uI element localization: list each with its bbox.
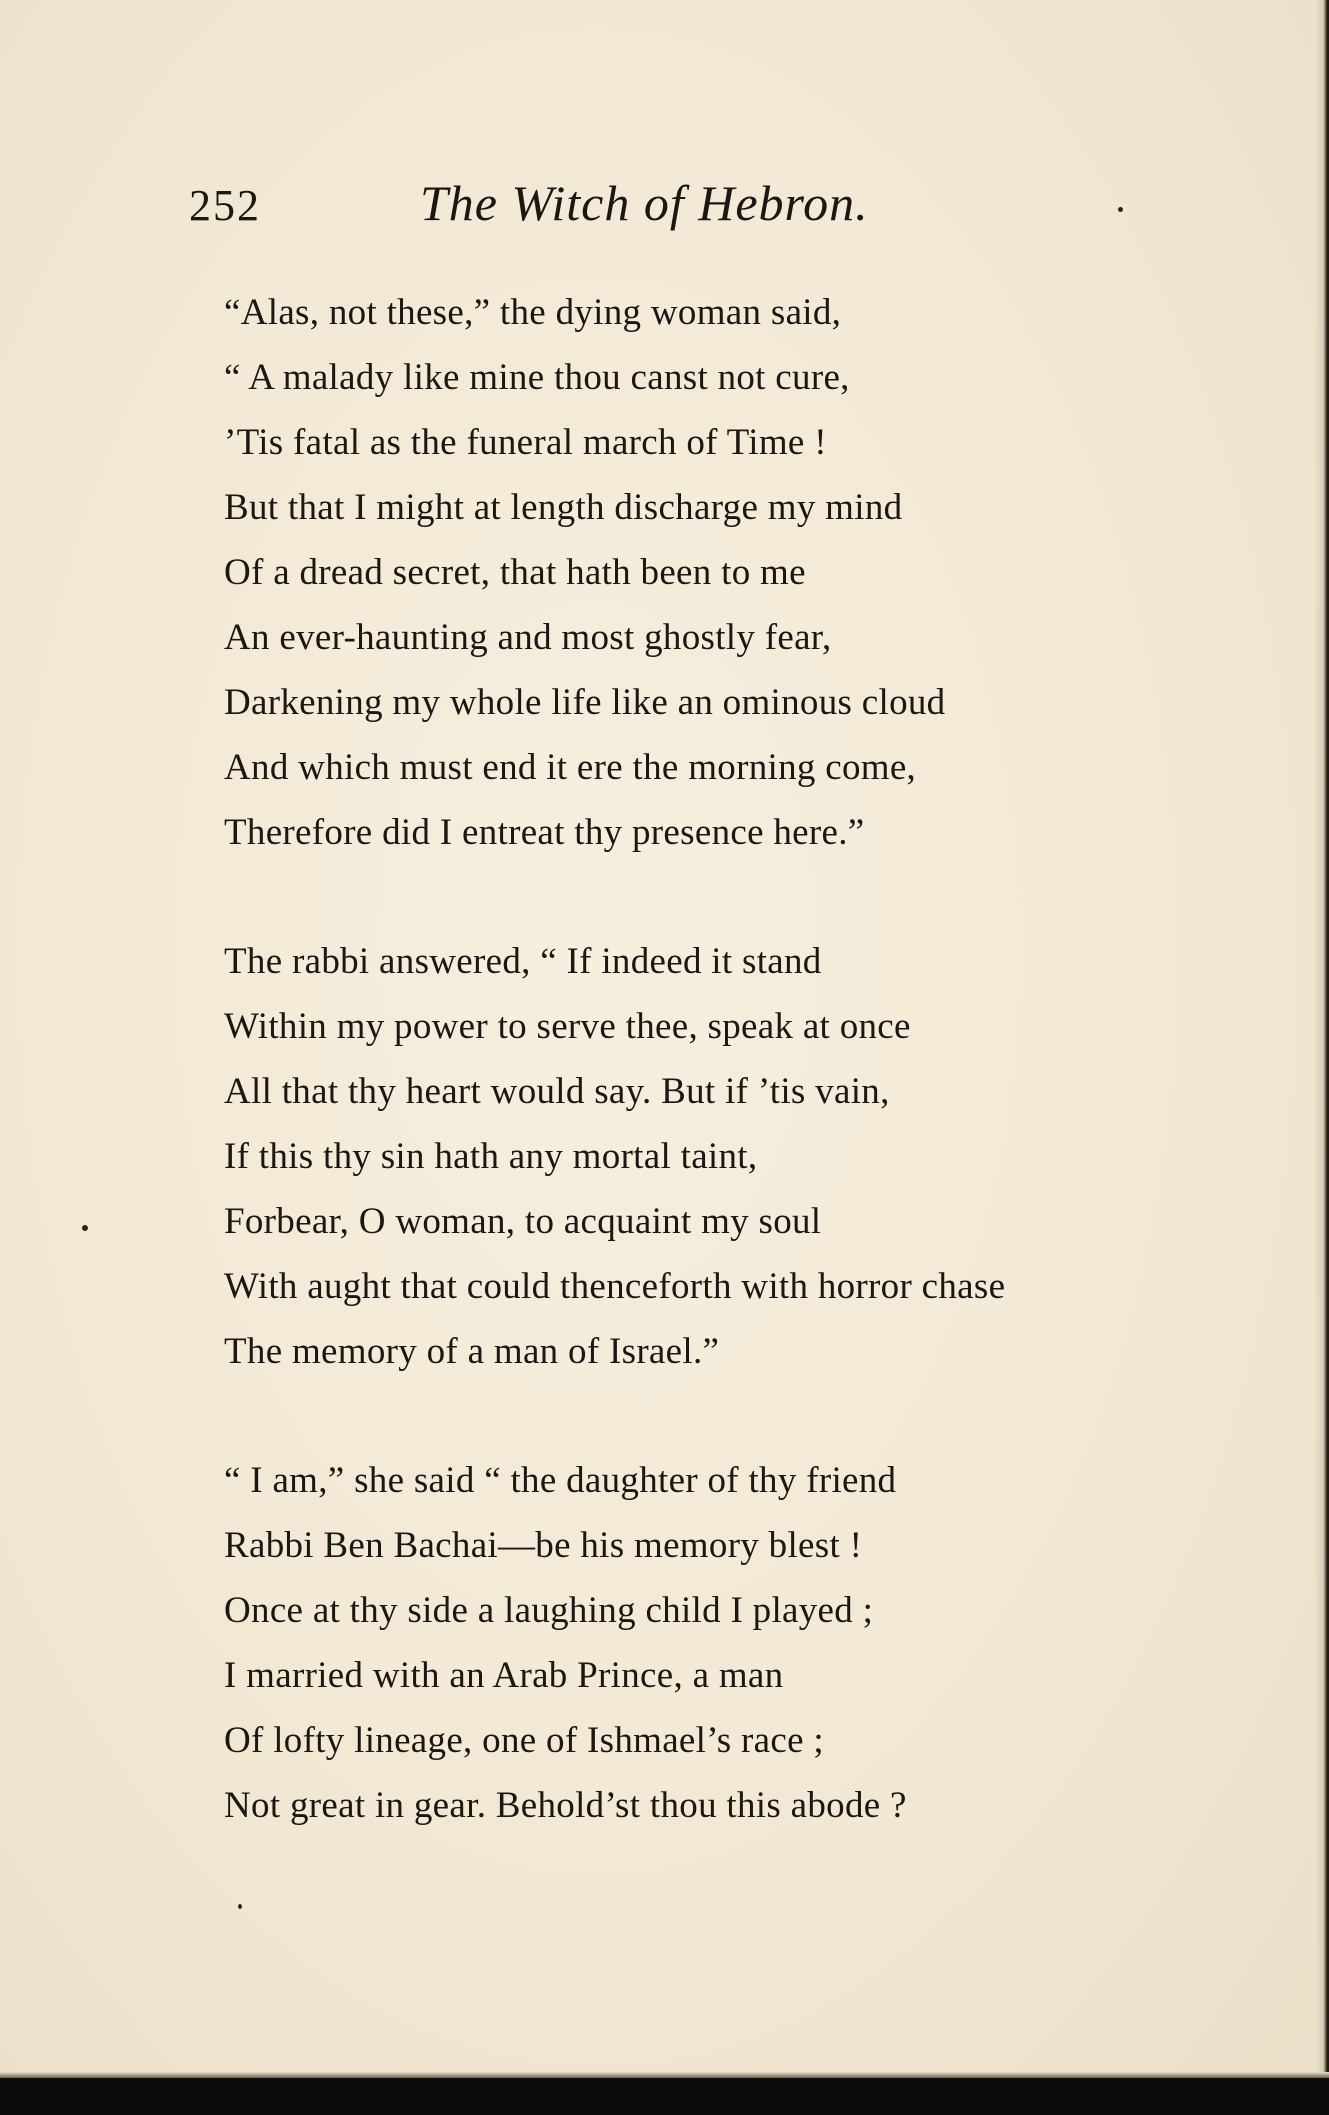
poem-line: Not great in gear. Behold’st thou this abode ? bbox=[224, 1785, 907, 1826]
poem-line: “Alas, not these,” the dying woman said, bbox=[224, 292, 842, 333]
stanza-1 bbox=[224, 280, 1264, 865]
running-header bbox=[0, 170, 1329, 240]
stanza-3 bbox=[224, 1448, 1264, 1838]
poem-line: Forbear, O woman, to acquaint my soul bbox=[224, 1201, 822, 1242]
stanza-break bbox=[224, 1384, 1264, 1448]
poem-line: Of lofty lineage, one of Ishmael’s race ; bbox=[224, 1720, 824, 1761]
poem-line: Within my power to serve thee, speak at once bbox=[224, 1006, 911, 1047]
poem-line: Therefore did I entreat thy presence here.” bbox=[224, 812, 865, 853]
poem-line: “ A malady like mine thou canst not cure, bbox=[224, 357, 850, 398]
ink-speck bbox=[238, 1904, 242, 1909]
stanza-break bbox=[224, 865, 1264, 929]
poem-line: The rabbi answered, “ If indeed it stand bbox=[224, 941, 822, 982]
poem-line: With aught that could thenceforth with horror chase bbox=[224, 1266, 1006, 1307]
poem-line: If this thy sin hath any mortal taint, bbox=[224, 1136, 758, 1177]
poem-line: And which must end it ere the morning come, bbox=[224, 747, 917, 788]
poem-text bbox=[224, 280, 1264, 1838]
poem-line: Once at thy side a laughing child I played ; bbox=[224, 1590, 874, 1631]
page-number: 252 bbox=[189, 181, 261, 230]
running-title: The Witch of Hebron. bbox=[420, 175, 869, 231]
page-right-edge bbox=[1315, 0, 1329, 2078]
poem-line: Of a dread secret, that hath been to me bbox=[224, 552, 806, 593]
poem-line: ’Tis fatal as the funeral march of Time ! bbox=[224, 422, 827, 463]
ink-speck bbox=[82, 1225, 88, 1231]
poem-line: Darkening my whole life like an ominous cloud bbox=[224, 682, 946, 723]
stanza-2 bbox=[224, 929, 1264, 1384]
poem-line: But that I might at length discharge my mind bbox=[224, 487, 903, 528]
poem-line: I married with an Arab Prince, a man bbox=[224, 1655, 784, 1696]
poem-line: The memory of a man of Israel.” bbox=[224, 1331, 720, 1372]
poem-line: An ever-haunting and most ghostly fear, bbox=[224, 617, 832, 658]
scan-bottom-border bbox=[0, 2078, 1329, 2115]
poem-line: All that thy heart would say. But if ’tis vain, bbox=[224, 1071, 890, 1112]
poem-line: Rabbi Ben Bachai—be his memory blest ! bbox=[224, 1525, 863, 1566]
poem-line: “ I am,” she said “ the daughter of thy friend bbox=[224, 1460, 897, 1501]
